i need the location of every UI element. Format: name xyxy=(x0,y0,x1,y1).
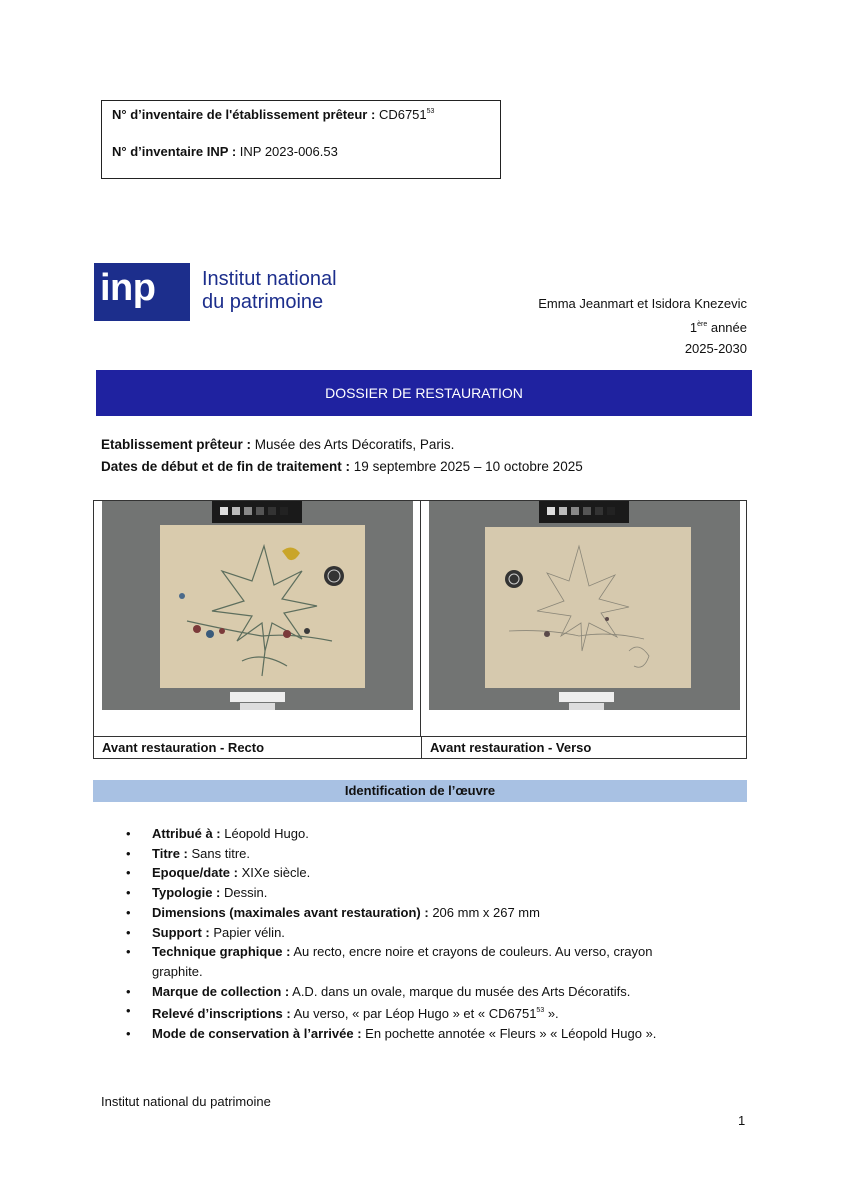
lender-inventory-line xyxy=(112,107,434,122)
list-item xyxy=(0,883,848,903)
ident-value: Au recto, encre noire et crayons de couleurs. Au verso, crayon graphite. xyxy=(152,944,653,979)
list-item xyxy=(0,982,848,1002)
dossier-banner: DOSSIER DE RESTAURATION xyxy=(96,370,752,416)
ident-label: Dimensions (maximales avant restauration) : xyxy=(152,904,429,920)
list-item xyxy=(0,942,848,981)
inp-logo-letters: inp xyxy=(100,267,156,309)
list-item xyxy=(0,1024,848,1044)
ident-label: Mode de conservation à l’arrivée : xyxy=(152,1026,362,1042)
list-item xyxy=(0,903,848,923)
study-year-sup: ère xyxy=(697,321,708,328)
list-item xyxy=(0,923,848,943)
inp-logo-mark xyxy=(94,263,190,321)
study-year-num: 1 xyxy=(689,320,698,335)
study-year xyxy=(538,314,747,338)
caption-recto: Avant restauration - Recto xyxy=(102,740,265,755)
ident-value: Papier vélin. xyxy=(209,924,285,940)
inp-inventory-line xyxy=(112,144,338,159)
authors-block xyxy=(538,293,747,359)
lender-inventory-value: CD6751 xyxy=(378,107,427,122)
logo-line-2: du patrimoine xyxy=(202,291,324,313)
ident-value: A.D. dans un ovale, marque du musée des Arts Décoratifs. xyxy=(289,983,631,999)
study-period: 2025-2030 xyxy=(684,341,747,356)
recto-drawing-image xyxy=(102,501,413,710)
ident-value: En pochette annotée « Fleurs » « Léopold Hugo ». xyxy=(361,1026,657,1042)
lender-value: Musée des Arts Décoratifs, Paris. xyxy=(251,437,455,452)
ident-label: Titre : xyxy=(152,845,188,861)
photo-verso xyxy=(429,501,740,710)
logo-line-1: Institut national xyxy=(202,268,337,290)
lender-line xyxy=(101,437,454,452)
lender-inventory-label: N° d’inventaire de l'établissement prêteur : xyxy=(112,107,376,122)
ident-tail: ». xyxy=(544,1006,559,1022)
ident-label: Typologie : xyxy=(152,885,221,901)
ident-label: Epoque/date : xyxy=(152,865,238,881)
ident-label: Technique graphique : xyxy=(152,944,291,960)
list-item xyxy=(0,863,848,883)
ident-value: Au verso, « par Léop Hugo » et « CD6751 xyxy=(290,1006,537,1022)
ident-value: XIXe siècle. xyxy=(237,865,311,881)
verso-drawing-image xyxy=(429,501,740,710)
caption-verso: Avant restauration - Verso xyxy=(430,740,592,755)
lender-label: Etablissement prêteur : xyxy=(101,437,252,452)
photo-table xyxy=(93,500,747,759)
ident-value: 206 mm x 267 mm xyxy=(428,904,540,920)
footer-org: Institut national du patrimoine xyxy=(101,1094,271,1109)
caption-row xyxy=(94,736,746,759)
inventory-box xyxy=(101,100,501,179)
identification-section-bar: Identification de l’œuvre xyxy=(93,780,747,802)
list-item xyxy=(0,824,848,844)
study-year-word: année xyxy=(707,320,747,335)
list-item xyxy=(0,1001,848,1024)
photo-recto xyxy=(102,501,413,710)
ident-label: Attribué à : xyxy=(152,826,221,841)
inp-logo-text xyxy=(202,268,337,314)
dates-line xyxy=(101,459,583,474)
author-names: Emma Jeanmart et Isidora Knezevic xyxy=(538,296,747,311)
photo-cell-recto xyxy=(94,501,421,736)
inp-inventory-value: INP 2023-006.53 xyxy=(239,144,338,159)
ident-value: Sans titre. xyxy=(187,845,251,861)
ident-label: Marque de collection : xyxy=(152,983,290,999)
page-number: 1 xyxy=(738,1113,746,1128)
ident-value: Léopold Hugo. xyxy=(220,826,309,841)
lender-inventory-sup: 53 xyxy=(426,108,435,115)
ident-sup: 53 xyxy=(536,1007,545,1015)
ident-label: Support : xyxy=(152,924,210,940)
identification-list xyxy=(0,824,848,1044)
dates-value: 19 septembre 2025 – 10 octobre 2025 xyxy=(350,459,583,474)
list-item xyxy=(0,844,848,864)
inp-inventory-label: N° d’inventaire INP : xyxy=(112,144,237,159)
caption-divider xyxy=(421,737,422,759)
ident-label: Relevé d’inscriptions : xyxy=(152,1006,291,1022)
dates-label: Dates de début et de fin de traitement : xyxy=(101,459,351,474)
photo-cell-verso xyxy=(421,501,748,736)
ident-value: Dessin. xyxy=(220,885,268,901)
